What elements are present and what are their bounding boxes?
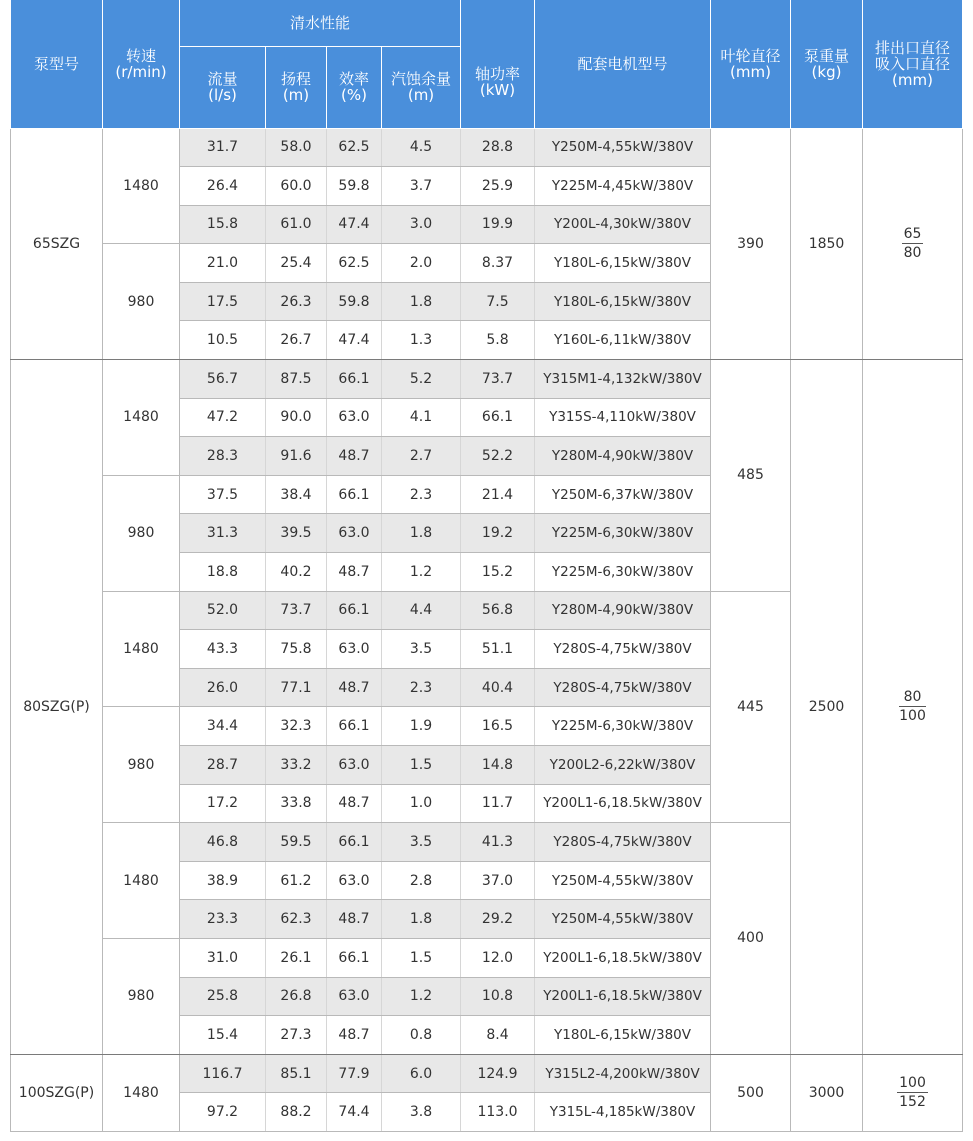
shaft-power-cell: 25.9	[461, 167, 535, 206]
head-cell: 26.8	[266, 977, 327, 1016]
shaft-power-cell: 73.7	[461, 360, 535, 399]
head-cell: 27.3	[266, 1016, 327, 1055]
speed-cell: 1480	[103, 823, 180, 939]
npsh-cell: 0.8	[382, 1016, 461, 1055]
outlet-diameter: 80	[899, 688, 926, 707]
head-cell: 60.0	[266, 167, 327, 206]
efficiency-cell: 66.1	[327, 591, 382, 630]
npsh-cell: 1.5	[382, 938, 461, 977]
npsh-cell: 2.3	[382, 668, 461, 707]
motor-cell: Y315L-4,185kW/380V	[535, 1093, 711, 1132]
inlet-diameter: 100	[899, 708, 926, 725]
head-cell: 38.4	[266, 475, 327, 514]
shaft-power-cell: 11.7	[461, 784, 535, 823]
efficiency-cell: 66.1	[327, 938, 382, 977]
head-cell: 32.3	[266, 707, 327, 746]
npsh-cell: 6.0	[382, 1054, 461, 1093]
speed-cell: 1480	[103, 360, 180, 476]
flow-cell: 31.3	[180, 514, 266, 553]
head-cell: 87.5	[266, 360, 327, 399]
impeller-cell: 485	[711, 360, 791, 592]
header-weight: 泵重量 (kg)	[791, 0, 863, 128]
flow-cell: 37.5	[180, 475, 266, 514]
motor-cell: Y225M-6,30kW/380V	[535, 553, 711, 592]
head-cell: 39.5	[266, 514, 327, 553]
efficiency-cell: 48.7	[327, 900, 382, 939]
shaft-power-cell: 56.8	[461, 591, 535, 630]
efficiency-cell: 59.8	[327, 167, 382, 206]
npsh-cell: 1.3	[382, 321, 461, 360]
efficiency-cell: 48.7	[327, 668, 382, 707]
table-row	[11, 1054, 963, 1093]
speed-cell: 980	[103, 475, 180, 591]
motor-cell: Y315S-4,110kW/380V	[535, 398, 711, 437]
efficiency-cell: 48.7	[327, 1016, 382, 1055]
diameter-cell	[863, 1054, 963, 1131]
weight-cell: 2500	[791, 360, 863, 1055]
header-performance-group: 清水性能	[180, 0, 461, 46]
head-cell: 75.8	[266, 630, 327, 669]
flow-cell: 34.4	[180, 707, 266, 746]
impeller-cell: 445	[711, 591, 791, 823]
motor-cell: Y180L-6,15kW/380V	[535, 282, 711, 321]
flow-cell: 46.8	[180, 823, 266, 862]
speed-cell: 1480	[103, 1054, 180, 1131]
motor-cell: Y225M-6,30kW/380V	[535, 514, 711, 553]
motor-cell: Y225M-4,45kW/380V	[535, 167, 711, 206]
flow-cell: 116.7	[180, 1054, 266, 1093]
flow-cell: 56.7	[180, 360, 266, 399]
efficiency-cell: 48.7	[327, 553, 382, 592]
efficiency-cell: 59.8	[327, 282, 382, 321]
head-cell: 26.7	[266, 321, 327, 360]
shaft-power-cell: 16.5	[461, 707, 535, 746]
motor-cell: Y200L1-6,18.5kW/380V	[535, 784, 711, 823]
shaft-power-cell: 19.9	[461, 205, 535, 244]
efficiency-cell: 66.1	[327, 707, 382, 746]
motor-cell: Y180L-6,15kW/380V	[535, 1016, 711, 1055]
head-cell: 88.2	[266, 1093, 327, 1132]
npsh-cell: 1.2	[382, 977, 461, 1016]
flow-cell: 25.8	[180, 977, 266, 1016]
motor-cell: Y315L2-4,200kW/380V	[535, 1054, 711, 1093]
header-diameter: 排出口直径 吸入口直径 (mm)	[863, 0, 963, 128]
npsh-cell: 1.2	[382, 553, 461, 592]
motor-cell: Y200L1-6,18.5kW/380V	[535, 977, 711, 1016]
motor-cell: Y160L-6,11kW/380V	[535, 321, 711, 360]
table-row	[11, 128, 963, 167]
shaft-power-cell: 8.4	[461, 1016, 535, 1055]
flow-cell: 17.2	[180, 784, 266, 823]
npsh-cell: 1.0	[382, 784, 461, 823]
header-motor: 配套电机型号	[535, 0, 711, 128]
head-cell: 85.1	[266, 1054, 327, 1093]
efficiency-cell: 47.4	[327, 205, 382, 244]
npsh-cell: 5.2	[382, 360, 461, 399]
speed-cell: 980	[103, 938, 180, 1054]
npsh-cell: 2.3	[382, 475, 461, 514]
header-efficiency: 效率 (%)	[327, 46, 382, 128]
efficiency-cell: 63.0	[327, 514, 382, 553]
npsh-cell: 1.9	[382, 707, 461, 746]
flow-cell: 43.3	[180, 630, 266, 669]
efficiency-cell: 48.7	[327, 784, 382, 823]
inlet-diameter: 80	[903, 245, 922, 262]
flow-cell: 47.2	[180, 398, 266, 437]
shaft-power-cell: 52.2	[461, 437, 535, 476]
flow-cell: 97.2	[180, 1093, 266, 1132]
npsh-cell: 2.8	[382, 861, 461, 900]
shaft-power-cell: 51.1	[461, 630, 535, 669]
flow-cell: 31.7	[180, 128, 266, 167]
head-cell: 26.1	[266, 938, 327, 977]
head-cell: 61.0	[266, 205, 327, 244]
header-head: 扬程 (m)	[266, 46, 327, 128]
head-cell: 90.0	[266, 398, 327, 437]
npsh-cell: 3.0	[382, 205, 461, 244]
motor-cell: Y315M1-4,132kW/380V	[535, 360, 711, 399]
npsh-cell: 2.7	[382, 437, 461, 476]
shaft-power-cell: 113.0	[461, 1093, 535, 1132]
efficiency-cell: 63.0	[327, 861, 382, 900]
flow-cell: 10.5	[180, 321, 266, 360]
npsh-cell: 4.5	[382, 128, 461, 167]
impeller-cell: 500	[711, 1054, 791, 1131]
pump-model-cell: 100SZG(P)	[11, 1054, 103, 1131]
table-row	[11, 360, 963, 399]
header-speed: 转速 (r/min)	[103, 0, 180, 128]
impeller-cell: 390	[711, 128, 791, 360]
head-cell: 40.2	[266, 553, 327, 592]
diameter-cell	[863, 128, 963, 360]
motor-cell: Y200L-4,30kW/380V	[535, 205, 711, 244]
shaft-power-cell: 28.8	[461, 128, 535, 167]
head-cell: 91.6	[266, 437, 327, 476]
pump-model-cell: 65SZG	[11, 128, 103, 360]
efficiency-cell: 63.0	[327, 977, 382, 1016]
head-cell: 62.3	[266, 900, 327, 939]
speed-cell: 980	[103, 244, 180, 360]
pump-spec-table	[10, 0, 963, 1132]
outlet-diameter: 65	[903, 226, 922, 243]
flow-cell: 26.4	[180, 167, 266, 206]
efficiency-cell: 66.1	[327, 360, 382, 399]
speed-cell: 1480	[103, 128, 180, 244]
flow-cell: 26.0	[180, 668, 266, 707]
shaft-power-cell: 40.4	[461, 668, 535, 707]
npsh-cell: 2.0	[382, 244, 461, 283]
head-cell: 73.7	[266, 591, 327, 630]
head-cell: 33.8	[266, 784, 327, 823]
flow-cell: 18.8	[180, 553, 266, 592]
header-impeller: 叶轮直径 (mm)	[711, 0, 791, 128]
efficiency-cell: 74.4	[327, 1093, 382, 1132]
flow-cell: 28.3	[180, 437, 266, 476]
motor-cell: Y250M-4,55kW/380V	[535, 900, 711, 939]
header-npsh: 汽蚀余量 (m)	[382, 46, 461, 128]
shaft-power-cell: 37.0	[461, 861, 535, 900]
shaft-power-cell: 10.8	[461, 977, 535, 1016]
pump-model-cell: 80SZG(P)	[11, 360, 103, 1055]
shaft-power-cell: 66.1	[461, 398, 535, 437]
inlet-diameter: 152	[899, 1094, 926, 1111]
motor-cell: Y250M-4,55kW/380V	[535, 861, 711, 900]
efficiency-cell: 62.5	[327, 128, 382, 167]
flow-cell: 21.0	[180, 244, 266, 283]
motor-cell: Y200L1-6,18.5kW/380V	[535, 938, 711, 977]
motor-cell: Y280M-4,90kW/380V	[535, 591, 711, 630]
weight-cell: 3000	[791, 1054, 863, 1131]
head-cell: 61.2	[266, 861, 327, 900]
motor-cell: Y280M-4,90kW/380V	[535, 437, 711, 476]
flow-cell: 15.8	[180, 205, 266, 244]
diameter-cell	[863, 360, 963, 1055]
npsh-cell: 3.5	[382, 823, 461, 862]
shaft-power-cell: 8.37	[461, 244, 535, 283]
shaft-power-cell: 5.8	[461, 321, 535, 360]
outlet-diameter: 100	[899, 1075, 926, 1092]
npsh-cell: 1.5	[382, 746, 461, 785]
npsh-cell: 1.8	[382, 514, 461, 553]
efficiency-cell: 63.0	[327, 746, 382, 785]
flow-cell: 31.0	[180, 938, 266, 977]
npsh-cell: 4.1	[382, 398, 461, 437]
flow-cell: 23.3	[180, 900, 266, 939]
impeller-cell: 400	[711, 823, 791, 1055]
efficiency-cell: 66.1	[327, 475, 382, 514]
shaft-power-cell: 19.2	[461, 514, 535, 553]
flow-cell: 15.4	[180, 1016, 266, 1055]
head-cell: 26.3	[266, 282, 327, 321]
efficiency-cell: 48.7	[327, 437, 382, 476]
header-shaft-power: 轴功率 (kW)	[461, 0, 535, 128]
npsh-cell: 4.4	[382, 591, 461, 630]
shaft-power-cell: 12.0	[461, 938, 535, 977]
motor-cell: Y250M-4,55kW/380V	[535, 128, 711, 167]
motor-cell: Y280S-4,75kW/380V	[535, 823, 711, 862]
npsh-cell: 3.7	[382, 167, 461, 206]
head-cell: 59.5	[266, 823, 327, 862]
motor-cell: Y280S-4,75kW/380V	[535, 668, 711, 707]
efficiency-cell: 77.9	[327, 1054, 382, 1093]
motor-cell: Y200L2-6,22kW/380V	[535, 746, 711, 785]
efficiency-cell: 63.0	[327, 398, 382, 437]
head-cell: 58.0	[266, 128, 327, 167]
shaft-power-cell: 41.3	[461, 823, 535, 862]
efficiency-cell: 63.0	[327, 630, 382, 669]
efficiency-cell: 62.5	[327, 244, 382, 283]
flow-cell: 38.9	[180, 861, 266, 900]
header-flow: 流量 (l/s)	[180, 46, 266, 128]
flow-cell: 17.5	[180, 282, 266, 321]
speed-cell: 1480	[103, 591, 180, 707]
npsh-cell: 1.8	[382, 900, 461, 939]
motor-cell: Y250M-6,37kW/380V	[535, 475, 711, 514]
header-pump-model: 泵型号	[11, 0, 103, 128]
shaft-power-cell: 124.9	[461, 1054, 535, 1093]
head-cell: 77.1	[266, 668, 327, 707]
motor-cell: Y225M-6,30kW/380V	[535, 707, 711, 746]
head-cell: 25.4	[266, 244, 327, 283]
flow-cell: 52.0	[180, 591, 266, 630]
head-cell: 33.2	[266, 746, 327, 785]
shaft-power-cell: 29.2	[461, 900, 535, 939]
npsh-cell: 3.5	[382, 630, 461, 669]
shaft-power-cell: 7.5	[461, 282, 535, 321]
shaft-power-cell: 15.2	[461, 553, 535, 592]
flow-cell: 28.7	[180, 746, 266, 785]
motor-cell: Y280S-4,75kW/380V	[535, 630, 711, 669]
speed-cell: 980	[103, 707, 180, 823]
shaft-power-cell: 21.4	[461, 475, 535, 514]
efficiency-cell: 47.4	[327, 321, 382, 360]
shaft-power-cell: 14.8	[461, 746, 535, 785]
npsh-cell: 1.8	[382, 282, 461, 321]
efficiency-cell: 66.1	[327, 823, 382, 862]
npsh-cell: 3.8	[382, 1093, 461, 1132]
weight-cell: 1850	[791, 128, 863, 360]
motor-cell: Y180L-6,15kW/380V	[535, 244, 711, 283]
